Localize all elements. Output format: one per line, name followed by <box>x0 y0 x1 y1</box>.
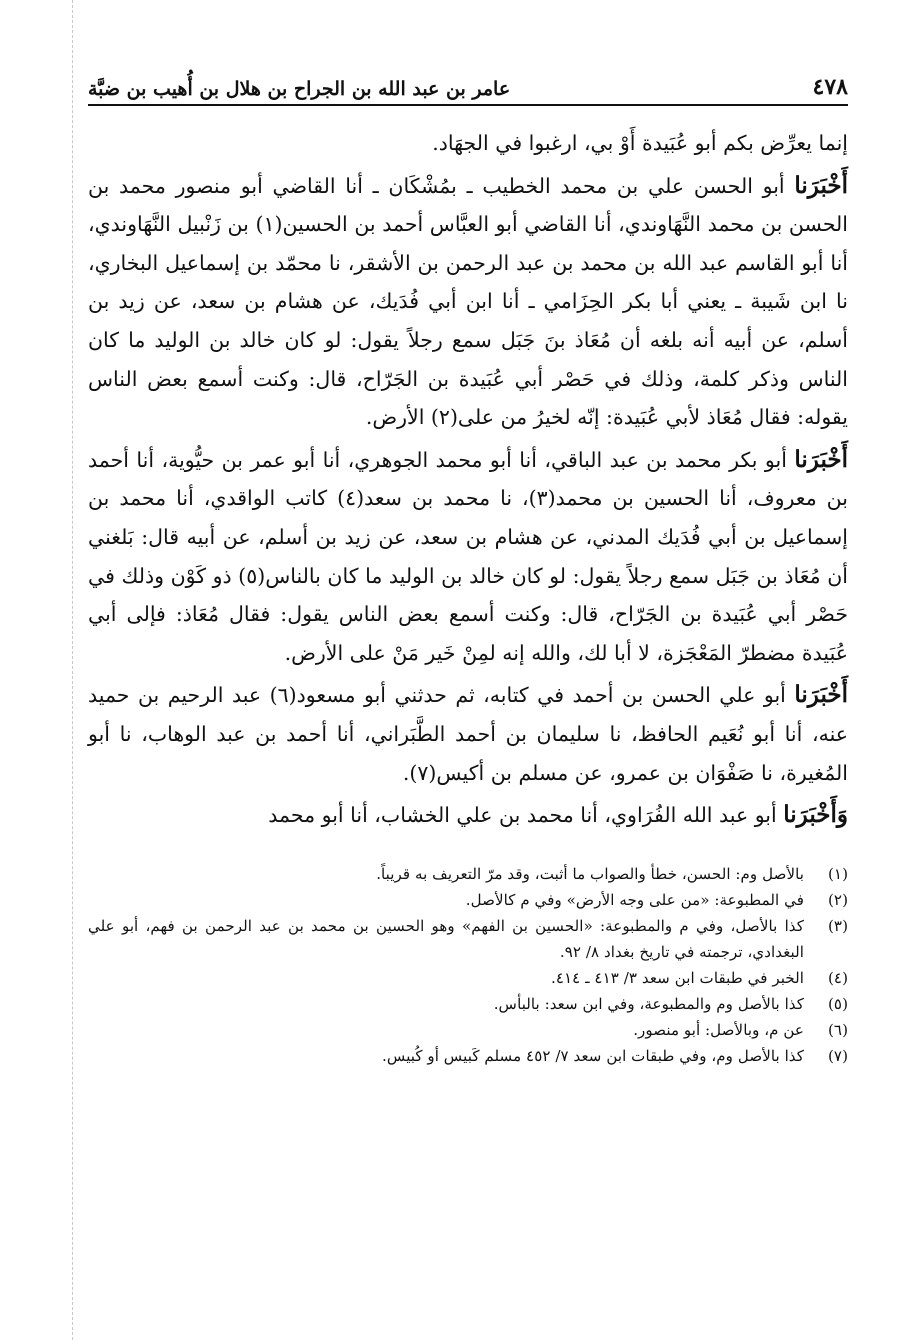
footnote <box>88 861 848 887</box>
footnote-number: (١) <box>827 864 848 883</box>
paragraph-text: أبو عبد الله الفُرَاوي، أنا محمد بن علي الخشاب، أنا أبو محمد <box>268 803 784 828</box>
footnote-text: كذا بالأصل وم، وفي طبقات ابن سعد ٧/ ٤٥٢ مسلم كَبيس أو كُبيس. <box>382 1046 804 1065</box>
footnote <box>88 965 848 991</box>
footnotes <box>88 861 848 1069</box>
running-title: عامر بن عبد الله بن الجراح بن هلال بن أُهيب بن ضبَّة <box>88 78 511 100</box>
footnote-text: عن م، وبالأصل: أبو منصور. <box>633 1020 804 1039</box>
paragraph-lead: وَأَخْبَرَنا <box>783 801 848 829</box>
page-header <box>88 60 848 106</box>
paragraph <box>88 676 848 792</box>
footnote-number: (٥) <box>827 994 848 1013</box>
footnote <box>88 1017 848 1043</box>
footnote-text: الخبر في طبقات ابن سعد ٣/ ٤١٣ ـ ٤١٤. <box>550 968 804 987</box>
paragraph-text: أبو علي الحسن بن أحمد في كتابه، ثم حدثني أبو مسعود(٦) عبد الرحيم بن حميد عنه، أنا أبو نُعَيم الحافظ، نا سليمان بن أحمد الطَّبَراني، أنا أحمد بن عبد الوهاب، نا أبو المُغيرة، نا صَفْوَان بن عمرو، عن مسلم بن أكيس(٧). <box>88 683 848 785</box>
paragraph-lead: أَخْبَرَنا <box>794 171 848 199</box>
paragraph-text: إنما يعرِّض بكم أبو عُبَيدة أَوْ بي، ارغبوا في الجهَاد. <box>432 131 848 155</box>
paragraph-lead: أَخْبَرَنا <box>794 681 849 709</box>
footnote-number: (٤) <box>827 968 848 987</box>
footnote-text: بالأصل وم: الحسن، خطأ والصواب ما أثبت، وقد مرّ التعريف به قريباً. <box>376 864 804 883</box>
paragraph-lead: أَخْبَرَنا <box>794 445 848 473</box>
footnote-number: (٦) <box>827 1020 848 1039</box>
scan-edge-line <box>72 0 74 1340</box>
body-text <box>88 124 848 835</box>
paragraph <box>88 796 848 835</box>
footnote <box>88 887 848 913</box>
paragraph-text: أبو بكر محمد بن عبد الباقي، أنا أبو محمد الجوهري، أنا أبو عمر بن حيُّوية، أنا أحمد بن معروف، أنا الحسين بن محمد(٣)، نا محمد بن سعد(٤) كاتب الواقدي، أنا محمد بن إسماعيل بن أبي فُدَيك المدني، عن هشام بن سعد، عن زيد بن أسلم، عن أبيه قال: بَلغني أن مُعَاذ بن جَبَل سمع رجلاً يقول: لو كان خالد بن الوليد ما كان بالناس(٥) ذو كَوْن وذلك في حَصْر أبي عُبَيدة بن الجَرّاح، قال: وكنت أسمع بعض الناس يقول: فقال مُعَاذ: فإلى أبي عُبَيدة مضطرّ المَعْجَزة، لا أبا لك، والله إنه لمِنْ خَير مَنْ على الأرض. <box>88 447 848 665</box>
paragraph-text: أبو الحسن علي بن محمد الخطيب ـ بمُشْكَان ـ أنا القاضي أبو منصور محمد بن الحسن بن محمد النَّهَاوندي، أنا القاضي أبو العبَّاس أحمد بن الحسين(١) بن زَنْبيل النَّهَاوندي، أنا أبو القاسم عبد الله بن محمد بن عبد الرحمن بن الأشقر، نا محمّد بن إسماعيل البخاري، نا ابن شَيبة ـ يعني أبا بكر الحِزَامي ـ أنا ابن أبي فُدَيك، عن هشام بن سعد، عن زيد بن أسلم، عن أبيه أنه بلغه أن مُعَاذ بنَ جَبَل سمع رجلاً يقول: لو كان خالد بن الوليد ما كان الناس وذكر كلمة، وذلك في حَصْر أبي عُبَيدة بن الجَرّاح، قال: وكنت أسمع بعض الناس يقوله: فقال مُعَاذ لأبي عُبَيدة: إنّه لخيرُ من على(٢) الأرض. <box>88 173 848 430</box>
paragraph <box>88 124 848 163</box>
footnote-text: كذا بالأصل وم والمطبوعة، وفي ابن سعد: بالبأس. <box>493 994 804 1013</box>
page-number: ٤٧٨ <box>812 74 848 100</box>
footnote-number: (٢) <box>827 890 848 909</box>
book-page <box>88 60 848 1320</box>
footnote <box>88 991 848 1017</box>
footnote-number: (٣) <box>827 916 848 935</box>
paragraph <box>88 441 848 673</box>
footnote <box>88 913 848 965</box>
footnote-text: في المطبوعة: «من على وجه الأرض» وفي م كالأصل. <box>465 890 804 909</box>
footnote-text: كذا بالأصل، وفي م والمطبوعة: «الحسين بن الفهم» وهو الحسين بن محمد بن عبد الرحمن بن فهم، أبو علي البغدادي، ترجمته في تاريخ بغداد ٨/ ٩٢. <box>88 916 804 961</box>
footnote <box>88 1043 848 1069</box>
footnote-number: (٧) <box>827 1046 848 1065</box>
paragraph <box>88 167 848 437</box>
